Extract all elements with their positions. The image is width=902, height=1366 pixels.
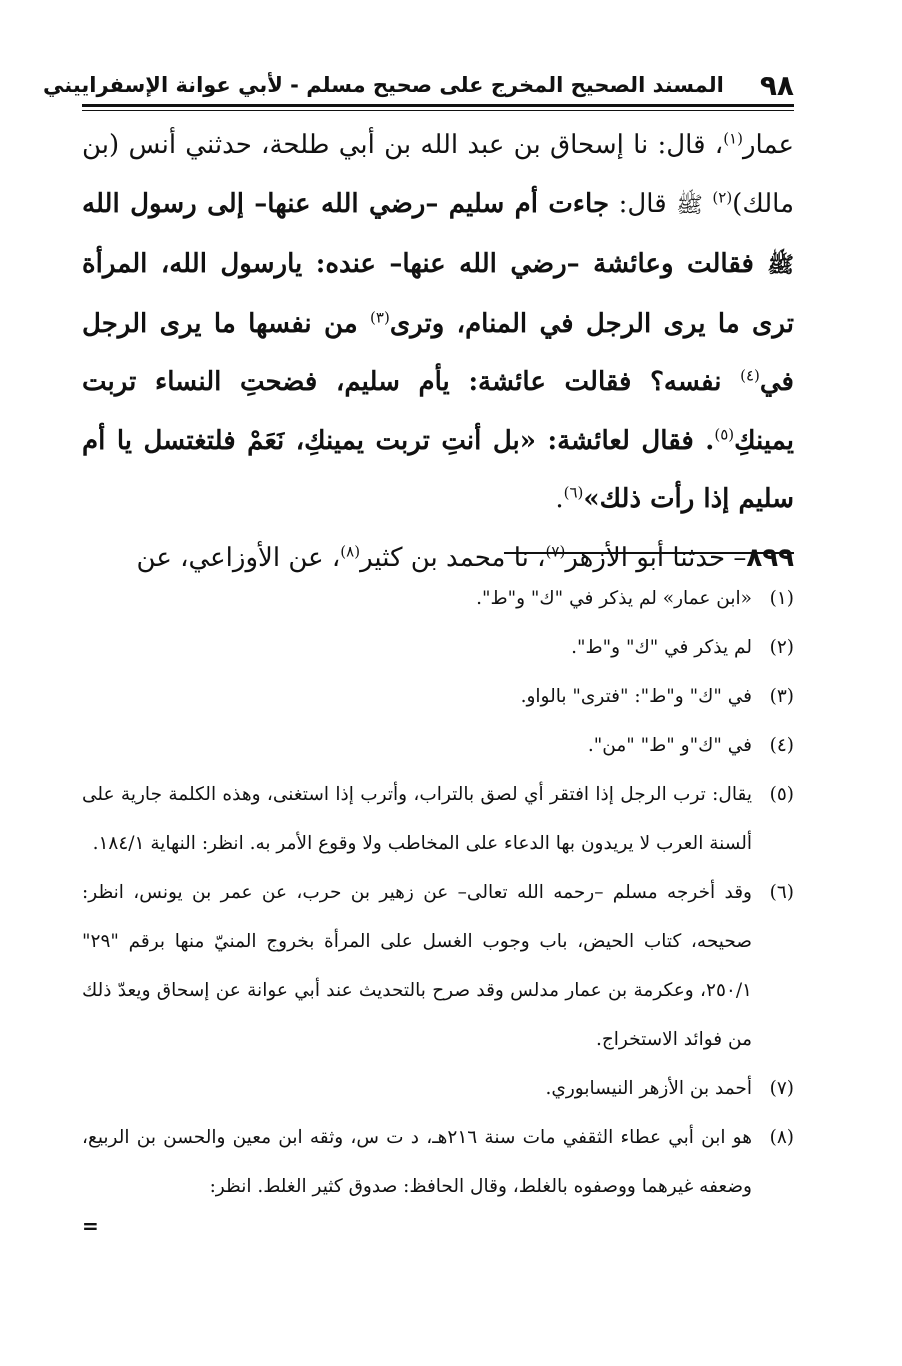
honorific-glyph: ﷺ xyxy=(767,252,794,278)
footnote-ref-4: (٤) xyxy=(740,366,760,385)
footnote-text: في "ك" و"ط": "فترى" بالواو. xyxy=(520,686,752,707)
text-run: عمار xyxy=(742,130,794,160)
text-run: ، نا محمد بن كثير xyxy=(360,542,546,573)
footnote-ref-1: (١) xyxy=(723,129,743,148)
text-run: قال: xyxy=(609,188,677,219)
text-run: . xyxy=(555,484,564,514)
footnote-number: (٤) xyxy=(769,735,794,756)
footnote-item xyxy=(82,574,794,623)
footnote-ref-3: (٣) xyxy=(370,307,390,326)
footnote-text: في "ك"و "ط" "من". xyxy=(587,735,752,756)
footnote-number: (٢) xyxy=(769,637,794,658)
running-title: المسند الصحيح المخرج على صحيح مسلم - لأبي عوانة الإسفراييني xyxy=(43,73,724,97)
continuation-mark: = xyxy=(82,1214,99,1238)
bold-text-run: فقالت وعائشة –رضي الله عنها– عنده: يارسول الله، المرأة ترى ما يرى الرجل في المنام، وترى xyxy=(82,249,794,339)
text-run: ، عن الأوزاعي، عن xyxy=(136,542,341,573)
footnote-item xyxy=(82,1064,794,1113)
footnote-text: «ابن عمار» لم يذكر في "ك" و"ط". xyxy=(476,588,752,609)
footnote-item xyxy=(82,868,794,1064)
footnote-text: أحمد بن الأزهر النيسابوري. xyxy=(545,1078,752,1099)
footnote-ref-5: (٥) xyxy=(714,424,735,443)
footnote-number: (٧) xyxy=(769,1078,794,1099)
hadith-text-paragraph xyxy=(82,116,794,529)
footnote-text: وقد أخرجه مسلم –رحمه الله تعالى– عن زهير بن حرب، عن عمر بن يونس، انظر: صحيحه، كتاب الحيض، باب وجوب الغسل على المرأة بخروج المنيّ منها برقم "٢٩" ٢٥٠/١، وعكرمة بن عمار مدلس وقد صرح بالتحديث عند أبي عوانة عن إسحاق ويعدّ ذلك من فوائد الاستخراج. xyxy=(82,882,752,1050)
footnote-number: (٥) xyxy=(769,784,794,805)
honorific-glyph: ﷺ xyxy=(676,192,703,218)
page-number: ٩٨ xyxy=(759,68,794,102)
footnote-ref-2: (٢) xyxy=(712,187,733,206)
header-rule-thin xyxy=(82,110,794,111)
footnote-number: (٣) xyxy=(769,686,794,707)
bold-text-run: . فقال لعائشة: «بل أنتِ تربت يمينكِ، نَعَمْ فلتغتسل يا أم سليم إذا رأت ذلك» xyxy=(82,425,794,514)
footnote-text: هو ابن أبي عطاء الثقفي مات سنة ٢١٦هـ، د ت س، وثقه ابن معين والحسن بن الربيع، وضعفه غيرهما ووصفوه بالغلط، وقال الحافظ: صدوق كثير الغلط. انظر: xyxy=(82,1127,752,1197)
main-text xyxy=(82,116,794,587)
bold-text-run: نفسه؟ فقالت عائشة: يأم سليم، فضحتِ النساء تربت يمينكِ xyxy=(82,367,794,456)
footnote-item xyxy=(82,623,794,672)
hadith-number: ٨٩٩ xyxy=(746,542,794,573)
footnote-ref-7: (٧) xyxy=(545,541,566,560)
footnote-ref-6: (٦) xyxy=(563,483,584,502)
footnote-item xyxy=(82,721,794,770)
footnote-item xyxy=(82,1113,794,1211)
bold-text-run: من نفسها ما يرى الرجل في xyxy=(82,308,794,397)
text-run: ، قال: نا إسحاق بن عبد الله بن أبي طلحة، حدثني أنس (بن مالك) xyxy=(82,130,794,219)
footnote-ref-8: (٨) xyxy=(340,541,361,560)
bold-text-run: جاءت أم سليم –رضي الله عنها– إلى رسول الله xyxy=(82,188,610,219)
text-run: – حدثنا أبو الأزهر xyxy=(565,542,747,573)
footnote-separator xyxy=(504,552,794,554)
footnote-number: (١) xyxy=(769,588,794,609)
header-rule xyxy=(82,104,794,107)
footnote-number: (٨) xyxy=(769,1127,794,1148)
footnote-number: (٦) xyxy=(769,882,794,903)
page-header xyxy=(43,68,794,102)
footnote-text: يقال: ترب الرجل إذا افتقر أي لصق بالتراب، وأترب إذا استغنى، وهذه الكلمة جارية على ألسنة العرب لا يريدون بها الدعاء على المخاطب ولا وقوع الأمر به. انظر: النهاية ١٨٤/١. xyxy=(82,784,752,854)
footnotes-section xyxy=(82,574,794,1211)
footnote-item xyxy=(82,672,794,721)
footnote-text: لم يذكر في "ك" و"ط". xyxy=(571,637,752,658)
footnote-item xyxy=(82,770,794,868)
